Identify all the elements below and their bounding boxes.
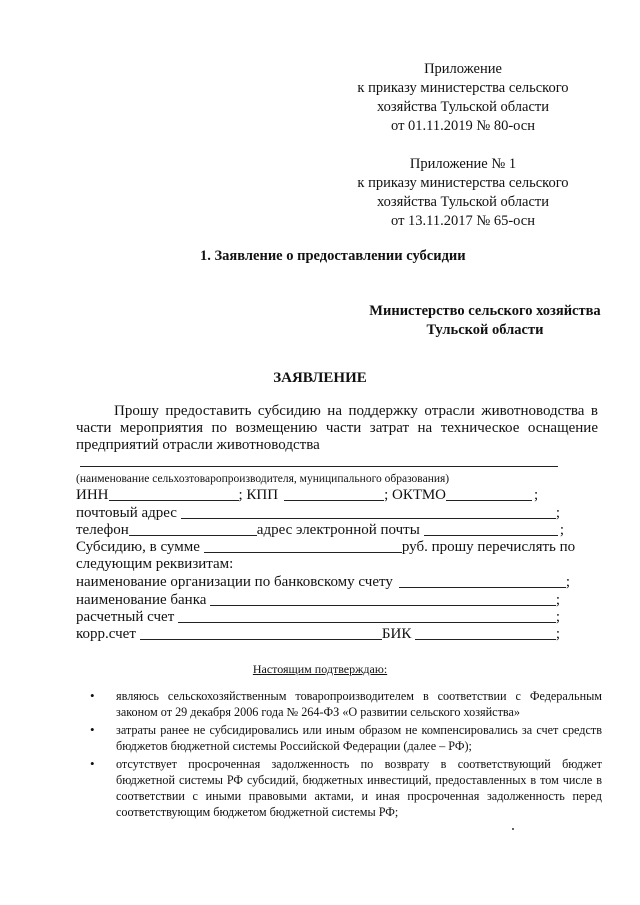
list-item: • являюсь сельскохозяйственным товаропроизводителем в соответствии с Федеральным законом от 29 декабря 2006 года № 264-ФЗ «О развитии сельского хозяйства» — [90, 688, 602, 720]
semicolon: ; — [565, 574, 570, 590]
scan-speck — [512, 828, 514, 830]
postal-address-field[interactable] — [181, 505, 556, 519]
semicolon: ; — [559, 522, 564, 538]
document-title: ЗАЯВЛЕНИЕ — [273, 370, 367, 386]
appendix-order-line: к приказу министерства сельского — [357, 80, 569, 96]
email-field[interactable] — [424, 522, 558, 536]
inn-kpp-oktmo-row — [76, 486, 600, 504]
bank-name-field[interactable] — [210, 592, 555, 606]
intro-paragraph — [76, 403, 598, 454]
appendix-date-line: от 13.11.2017 № 65-осн — [391, 213, 535, 229]
applicant-name-caption: (наименование сельхозтоваропроизводителя, муниципального образования) — [76, 473, 450, 485]
phone-field[interactable] — [129, 522, 257, 536]
appendix-label: Приложение — [424, 61, 502, 77]
org-account-row — [76, 573, 600, 591]
phone-email-row — [76, 521, 600, 539]
subsidy-amount-field[interactable] — [204, 539, 402, 553]
appendix-label: Приложение № 1 — [409, 156, 517, 172]
appendix-header-current — [333, 60, 593, 136]
subsidy-amount-row — [76, 538, 600, 556]
oktmo-field[interactable] — [446, 487, 532, 501]
bank-name-label: наименование банка — [76, 592, 207, 608]
semicolon: ; — [555, 592, 560, 608]
postal-address-row — [76, 504, 600, 522]
email-label: адрес электронной почты — [256, 522, 420, 538]
postal-address-label: почтовый адрес — [76, 505, 177, 521]
org-account-label: наименование организации по банковскому счету — [76, 574, 393, 590]
kpp-label: ; КПП — [238, 487, 279, 503]
inn-field[interactable] — [109, 487, 239, 501]
bik-field[interactable] — [415, 626, 555, 640]
oktmo-label: ; ОКТМО — [384, 487, 446, 503]
appendix-header-original — [333, 155, 593, 231]
account-label: расчетный счет — [76, 609, 175, 625]
intro-text: Прошу предоставить субсидию на поддержку отрасли животноводства в части мероприятия по возмещению части затрат на техническое оснащение предприятий отрасли животноводства — [76, 403, 598, 453]
appendix-ministry-line: хозяйства Тульской области — [376, 99, 550, 115]
confirmation-list — [90, 688, 602, 822]
confirmation-heading-text: Настоящим подтверждаю: — [252, 662, 388, 676]
bik-label: БИК — [381, 626, 412, 642]
section-title: 1. Заявление о предоставлении субсидии — [200, 248, 466, 264]
appendix-order-line: к приказу министерства сельского — [357, 175, 569, 191]
addressee-block — [340, 302, 630, 340]
list-item: • отсутствует просроченная задолженность по возврату в соответствующий бюджет бюджетной системы РФ субсидий, бюджетных инвестиций, предоставленных в том числе в соответствии с иными правовыми актами, и иная просроченная задолженность перед соответствующим бюджетом бюджетной системы РФ; — [90, 756, 602, 820]
kpp-field[interactable] — [284, 487, 384, 501]
bank-details-row — [76, 555, 600, 573]
appendix-date-line: от 01.11.2019 № 80-осн — [391, 118, 535, 134]
bank-details-label: следующим реквизитам: — [76, 556, 234, 572]
semicolon: ; — [555, 505, 560, 521]
corr-account-label: корр.счет — [76, 626, 136, 642]
account-field[interactable] — [178, 609, 556, 623]
applicant-name-line[interactable] — [80, 466, 558, 467]
list-item: • затраты ранее не субсидировались или иным образом не компенсировались за счет средств бюджетов бюджетной системы Российской Федерации (далее – РФ); — [90, 722, 602, 754]
semicolon: ; — [555, 609, 560, 625]
phone-label: телефон — [76, 522, 129, 538]
subsidy-amount-label: Субсидию, в сумме — [76, 539, 200, 555]
appendix-ministry-line: хозяйства Тульской области — [376, 194, 550, 210]
addressee-line-1: Министерство сельского хозяйства — [369, 303, 601, 319]
org-account-field[interactable] — [399, 574, 566, 588]
corr-bik-row — [76, 625, 600, 643]
bank-name-row — [76, 591, 600, 609]
rub-label: руб. прошу перечислять по — [401, 539, 576, 555]
corr-account-field[interactable] — [140, 626, 382, 640]
semicolon: ; — [533, 487, 539, 503]
inn-label: ИНН — [76, 487, 109, 503]
semicolon: ; — [555, 626, 560, 642]
account-row — [76, 608, 600, 626]
addressee-line-2: Тульской области — [426, 322, 544, 338]
confirmation-heading — [0, 662, 640, 677]
